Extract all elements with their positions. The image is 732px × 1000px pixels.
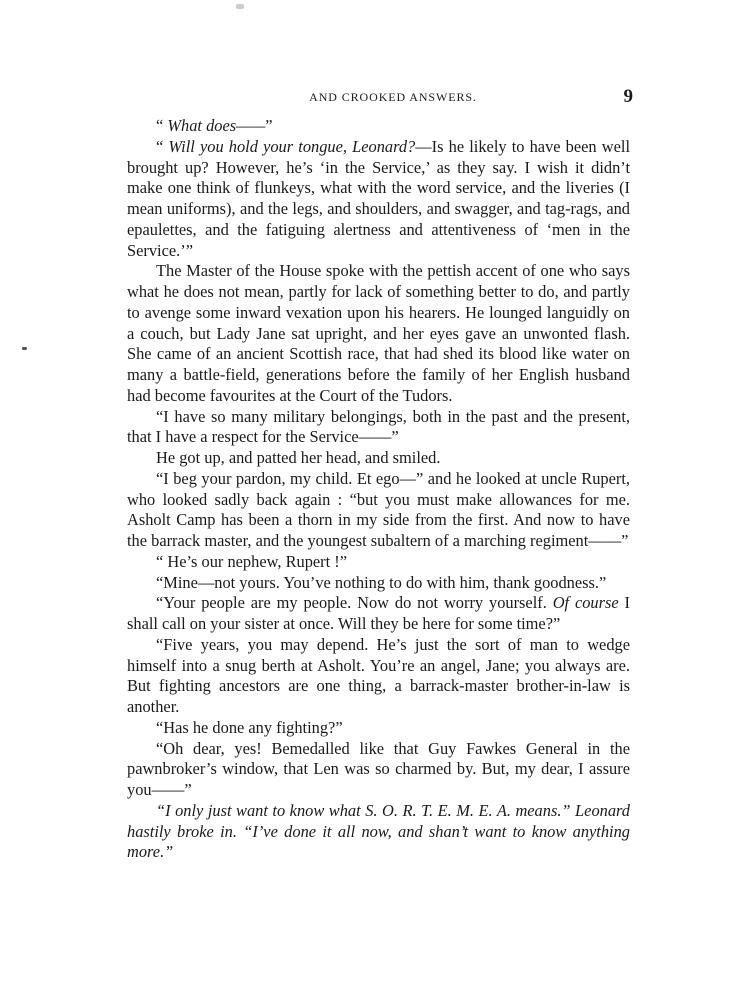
paragraph	[127, 801, 630, 863]
italic-text: Of course	[552, 593, 619, 613]
paragraph	[127, 116, 630, 137]
text-run: I shall call on your sister at once. Will they be here for some time?”	[127, 593, 630, 633]
paragraph	[127, 137, 630, 262]
body-text	[127, 116, 630, 863]
print-speck	[22, 347, 27, 350]
text-run: “Has he done any fighting?”	[156, 717, 343, 737]
text-run: He got up, and patted her head, and smiled.	[156, 448, 441, 467]
paragraph	[127, 552, 630, 573]
paragraph	[127, 261, 630, 406]
text-run: “Five years, you may depend. He’s just the sort of man to wedge himself into a snug berth at Asholt. You’re an angel, Jane; you always are. But fighting ancestors are one thing, a barrack-master brother-in-law is another.	[127, 634, 630, 716]
paragraph	[127, 448, 630, 469]
text-run: “	[156, 116, 168, 135]
text-run: “Oh dear, yes! Bemedalled like that Guy Fawkes General in the pawnbroker’s window, that Len was so charmed by. But, my dear, I assure you——”	[127, 738, 630, 799]
text-run: “ He’s our nephew, Rupert !”	[156, 551, 348, 571]
text-run: “I beg your pardon, my child. Et ego—” and he looked at uncle Rupert, who looked sadly back again : “but you must make allowances for me. Asholt Camp has been a thorn in my side from the first. And now to have the barrack master, and the youngest subaltern of a marching regiment——”	[127, 468, 630, 550]
text-run: ”	[265, 116, 273, 135]
italic-text: Will you hold your tongue, Leonard?	[168, 136, 416, 156]
running-title: AND CROOKED ANSWERS.	[309, 90, 477, 104]
paragraph	[127, 593, 630, 635]
page-number: 9	[623, 86, 633, 107]
paragraph	[127, 469, 630, 552]
text-run: —Is he likely to have been well brought up? However, he’s ‘in the Service,’ as they say. I wish it didn’t make one think of flunkeys, what with the word service, and the liveries (I mean uniforms), and the legs, and shoulders, and swagger, and tag-rags, and epaulettes, and the fatiguing alertness and attentiveness of ‘men in the Service.’”	[127, 136, 630, 260]
text-run: “Mine—not yours. You’ve nothing to do with him, thank goodness.”	[156, 572, 607, 592]
paragraph	[127, 739, 630, 801]
paragraph	[127, 635, 630, 718]
text-run: “I have so many military belongings, both in the past and the present, that I have a respect for the Service——”	[127, 406, 630, 447]
text-run: The Master of the House spoke with the pettish accent of one who says what he does not mean, partly for lack of something better to do, and partly to avenge some inward vexation upon his hearers. He lounged languidly on a couch, but Lady Jane sat upright, and her eyes gave an unwonted flash. She came of an ancient Scottish race, that had shed its blood like water on many a battle-field, generations before the family of her English husband had become favourites at the Court of the Tudors.	[127, 261, 630, 405]
text-run: “	[156, 136, 169, 156]
print-speck	[236, 4, 244, 9]
italic-text: What does——	[167, 116, 266, 135]
running-head	[153, 86, 633, 110]
text-run: “Your people are my people. Now do not worry yourself.	[156, 593, 553, 613]
paragraph	[127, 407, 630, 449]
paragraph	[127, 573, 630, 594]
italic-text: “I only just want to know what S. O. R. T. E. M. E. A. means.” Leonard hastily broke in. “I’ve done it all now, and shan’t want to know anything more.”	[127, 800, 630, 862]
paragraph	[127, 718, 630, 739]
